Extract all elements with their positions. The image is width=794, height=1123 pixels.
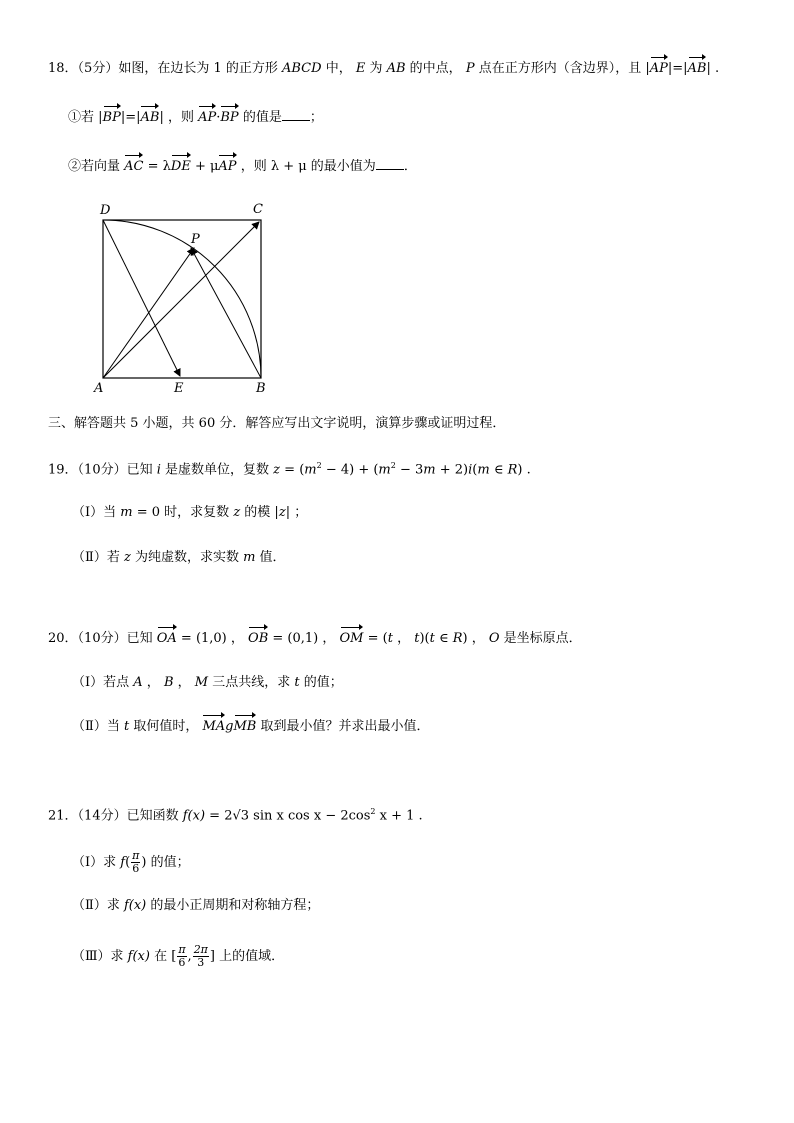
q20-text: ∈ — [434, 631, 453, 646]
arrow-ac — [103, 222, 259, 378]
label-b: B — [256, 381, 266, 396]
q18-subquestion-2 — [68, 157, 417, 176]
var-i: i — [156, 462, 161, 478]
q19-text: 已知 — [126, 462, 157, 478]
fraction-denominator: 6 — [178, 956, 186, 969]
q20-text: = (0,1) ， — [268, 631, 340, 646]
var-z: z — [123, 550, 131, 565]
dot-glyph: g — [225, 719, 234, 734]
vector-ob: OB — [248, 631, 269, 646]
function-fx: f(x) — [182, 808, 206, 824]
q18-sub1-text: ①若 | — [68, 110, 103, 125]
q20-p2-text: 取何值时， — [129, 719, 203, 734]
vector-om: OM — [339, 631, 364, 646]
q18-subquestion-1 — [68, 108, 323, 127]
q20-p1-text: ， — [142, 675, 164, 690]
fraction-2pi-over-3 — [193, 944, 209, 969]
arrow-ap — [103, 248, 194, 378]
q18-text: 的中点， — [405, 61, 466, 76]
q21-part-2 — [72, 897, 319, 915]
q19-text: ∈ — [489, 462, 508, 478]
fraction-numerator: π — [132, 849, 140, 862]
q18-point-p: P — [465, 61, 475, 76]
var-m: m — [378, 462, 391, 478]
q18-sub2-text: ，则 λ + μ 的最小值为 — [236, 159, 376, 174]
arrow-de — [103, 220, 180, 376]
function-fx: f(x) — [127, 949, 150, 964]
vector-oa: OA — [156, 631, 177, 646]
q18-text: 如图，在边长为 1 的正方形 — [118, 61, 282, 76]
var-m: m — [243, 550, 256, 565]
function-fx: f(x) — [123, 898, 147, 913]
answer-blank — [282, 108, 310, 121]
q20-score: （10分） — [77, 631, 127, 646]
q18-text: 为 — [365, 61, 387, 76]
vector-ap: AP — [649, 61, 668, 76]
q21-p3-text: ] 上的值域． — [209, 949, 285, 964]
q21-p3-text: （Ⅲ）求 — [72, 949, 128, 964]
fraction-denominator: 6 — [132, 862, 140, 875]
q20-text: ) ， — [462, 631, 489, 646]
q21-part-3: （Ⅲ）求 f(x) 在 [ $\frac{\pi}{6}$ , $\frac{2\pi}{3}$ ] 上的值域． — [72, 943, 285, 969]
q20-stem — [48, 630, 582, 648]
q19-text: ) . — [517, 462, 531, 478]
q18-text: | . — [706, 61, 720, 76]
point-a: A — [133, 675, 143, 690]
q21-stem: 21．（14分）已知函数 f(x) = 2√3 sin x $\cos x - 2\cos^2$ x + 1 . — [48, 807, 423, 824]
q20-p1-text: ， — [173, 675, 195, 690]
q19-text: 是虚数单位，复数 — [160, 462, 274, 478]
q20-p1-text: 的值； — [299, 675, 343, 690]
q18-number: 18． — [48, 61, 78, 76]
q18-sub1-text: | ，则 — [159, 110, 199, 125]
q21-part-1: （Ⅰ）求 f( $\frac{\pi}{6}$ ) 的值； — [72, 849, 190, 875]
set-r: R — [452, 631, 463, 646]
q18-score: （5分） — [77, 61, 119, 76]
q18-sub2-text: + μ — [190, 159, 219, 174]
q19-p2-text: （Ⅱ）若 — [72, 550, 124, 565]
vector-ab: AB — [687, 61, 707, 76]
q19-stem: 19．（10分）已知 i 是虚数单位，复数 $z = (m^2 - 4) + (m^2 - 3m + 2)i(m$ ∈ R) . — [48, 461, 531, 478]
vector-bp: BP — [102, 110, 121, 125]
var-m: m — [477, 462, 490, 478]
var-t: t — [414, 631, 420, 646]
vector-mb: MB — [233, 719, 257, 734]
q19-p2-text: 为纯虚数，求实数 — [130, 550, 244, 565]
q20-text: )( — [419, 631, 430, 646]
q18-sub2-text: ． — [403, 159, 417, 174]
q18-text: 点在正方形内（含边界），且 | — [474, 61, 650, 76]
q21-score: （14分） — [77, 808, 127, 824]
q20-text: = (1,0) ， — [176, 631, 249, 646]
point-b: B — [163, 675, 174, 690]
q21-p2-text: 的最小正周期和对称轴方程； — [146, 898, 320, 913]
var-z: z — [278, 505, 286, 520]
q21-p1-text: 的值； — [146, 855, 190, 870]
point-o: O — [488, 631, 500, 646]
vector-de: DE — [170, 159, 191, 174]
q20-number: 20． — [48, 631, 78, 646]
q19-score: （10分） — [77, 462, 127, 478]
q19-part-2 — [72, 549, 286, 567]
q20-p2-text: 取到最小值？并求出最小值． — [256, 719, 430, 734]
q18-sub2-text: ②若向量 — [68, 159, 125, 174]
q19-text: − 3 — [395, 462, 424, 478]
square-figure — [90, 198, 280, 398]
fraction-denominator: 3 — [197, 956, 205, 969]
var-m: m — [304, 462, 317, 478]
q19-text: + 2) — [435, 462, 469, 478]
q21-p1-text: （Ⅰ）求 — [72, 855, 121, 870]
q21-p2-text: （Ⅱ）求 — [72, 898, 124, 913]
vector-ap: AP — [218, 159, 237, 174]
q19-p1-text: 的模 | — [240, 505, 279, 520]
label-c: C — [253, 202, 263, 217]
q18-segment-ab: AB — [386, 61, 406, 76]
q19-p1-text: | ； — [285, 505, 308, 520]
label-e: E — [174, 381, 184, 396]
vector-ab: AB — [140, 110, 160, 125]
q18-sub2-text: = λ — [143, 159, 171, 174]
var-t: t — [294, 675, 300, 690]
set-r: R — [507, 462, 518, 478]
q19-text: − 4) + ( — [321, 462, 379, 478]
q21-number: 21． — [48, 808, 78, 824]
q19-p1-text: = 0 时，求复数 — [132, 505, 234, 520]
var-z: z — [273, 462, 281, 478]
dot-operator: · — [216, 110, 221, 125]
q21-text: 已知函数 — [126, 808, 183, 824]
q18-stem — [48, 60, 719, 78]
q21-text: = 2√3 sin x cos x − 2cos — [205, 808, 371, 824]
q18-text: 中， — [321, 61, 356, 76]
q19-p2-text: 值． — [255, 550, 286, 565]
q18-point-e: E — [355, 61, 366, 76]
q19-number: 19． — [48, 462, 78, 478]
var-t: t — [123, 719, 130, 734]
var-t: t — [429, 631, 435, 646]
q19-text: ( — [472, 462, 478, 478]
label-d: D — [100, 203, 111, 218]
fraction-numerator: π — [178, 943, 186, 956]
q20-text: = ( — [363, 631, 388, 646]
q20-p2-text: （Ⅱ）当 — [72, 719, 124, 734]
var-t: t — [387, 631, 393, 646]
q19-text: = ( — [280, 462, 305, 478]
label-a: A — [94, 381, 104, 396]
q20-text: 是坐标原点． — [499, 631, 582, 646]
label-p: P — [191, 232, 200, 247]
q18-sub1-text: ； — [309, 110, 323, 125]
vector-bp: BP — [220, 110, 239, 125]
vector-ap: AP — [198, 110, 217, 125]
arrow-bp — [191, 248, 261, 378]
q20-text: 已知 — [126, 631, 157, 646]
function-f: f — [120, 855, 126, 870]
section-heading: 三、解答题共 5 小题，共 60 分．解答应写出文字说明，演算步骤或证明过程． — [48, 416, 506, 431]
var-i: i — [468, 462, 473, 478]
fraction-pi-over-6 — [131, 850, 140, 875]
q21-text: x + 1 . — [375, 808, 423, 824]
vector-ac: AC — [124, 159, 144, 174]
vector-ma: MA — [202, 719, 226, 734]
fraction-numerator: 2π — [193, 943, 208, 956]
point-m: M — [194, 675, 209, 690]
q18-sub1-text: 的值是 — [238, 110, 282, 125]
q20-part-1 — [72, 674, 343, 692]
q19-part-1 — [72, 504, 307, 522]
q20-p1-text: 三点共线，求 — [208, 675, 295, 690]
fraction-pi-over-6 — [177, 944, 186, 969]
var-z: z — [233, 505, 241, 520]
q21-p3-text: 在 [ — [149, 949, 177, 964]
q19-p1-text: （Ⅰ）当 — [72, 505, 121, 520]
q20-text: ， — [392, 631, 415, 646]
q18-sub1-text: |=| — [120, 110, 141, 125]
q20-part-2 — [72, 718, 430, 736]
q18-square-name: ABCD — [282, 61, 322, 76]
q20-p1-text: （Ⅰ）若点 — [72, 675, 134, 690]
q18-text: |=| — [667, 61, 688, 76]
var-m: m — [423, 462, 436, 478]
answer-blank — [376, 157, 404, 170]
var-m: m — [120, 505, 133, 520]
